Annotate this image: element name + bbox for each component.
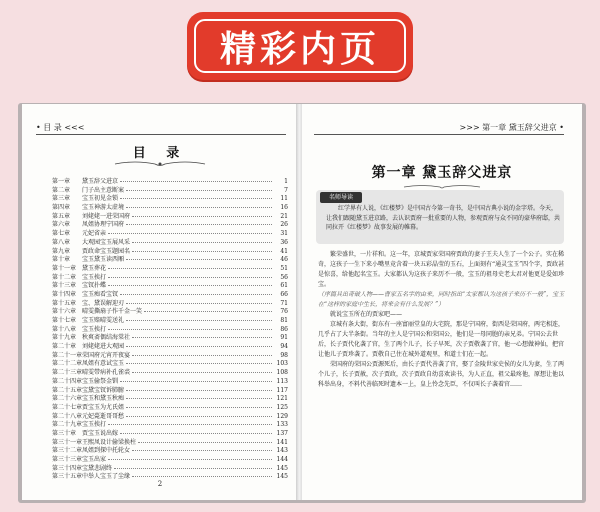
toc-row <box>52 385 288 394</box>
toc-page-number: 1 <box>284 178 288 185</box>
toc-row <box>52 332 288 341</box>
left-page-number: 2 <box>157 480 163 488</box>
toc-leader-dots <box>120 433 272 434</box>
toc-chapter-number: 第二章 <box>52 186 71 194</box>
banner <box>187 12 413 80</box>
toc-row <box>52 471 288 480</box>
toc-page-number: 66 <box>280 290 288 298</box>
toc-chapter-number: 第四章 <box>52 204 71 212</box>
toc-row <box>52 454 288 463</box>
toc-chapter-number: 第八章 <box>52 238 71 246</box>
toc-row <box>52 419 288 428</box>
toc-chapter-name: 宝玉挨打 <box>82 325 107 333</box>
toc-row <box>52 193 288 202</box>
toc-chapter-name: 宝玉挨打 <box>82 273 107 281</box>
toc-leader-dots <box>108 277 272 278</box>
toc-title: 目 录 <box>132 146 188 161</box>
toc-page-number: 103 <box>276 360 288 368</box>
body-note: （序篇具出奇破人物——曹家五名字的由来，同时指出“太家都认为这孩子来历不一般”，宝玉在“这样的家庭中生长，将来会有什么发展？”） <box>318 291 565 308</box>
right-running-head: >>> 第一章 黛玉辞父进京 • <box>459 123 564 132</box>
toc-chapter-name: 贾宝玉为尤氏姐 <box>82 403 125 411</box>
toc-leader-dots <box>108 285 272 286</box>
toc-chapter-name: 宝钗扑蝶 <box>82 282 107 290</box>
toc-chapter-name: 大观园宝玉展风采 <box>82 238 131 246</box>
toc-chapter-number: 第十二章 <box>52 273 77 281</box>
toc-chapter-name: 秋爽斋偶结海棠社 <box>82 334 131 342</box>
toc-page-number: 46 <box>280 256 288 264</box>
toc-page-number: 117 <box>276 386 288 394</box>
toc-chapter-number: 第十七章 <box>52 317 77 324</box>
toc-chapter-name: 宝玉初见金锁 <box>82 195 119 203</box>
toc-chapter-number: 第十章 <box>52 256 71 264</box>
toc-leader-dots <box>132 242 272 243</box>
toc-leader-dots <box>126 207 272 208</box>
toc-chapter-number: 第五章 <box>52 212 71 220</box>
toc-page-number: 133 <box>276 421 288 429</box>
toc-chapter-number: 第二十二章 <box>52 360 83 368</box>
toc-list <box>52 176 288 480</box>
toc-chapter-name: 元妃省亲 <box>82 230 107 238</box>
toc-chapter-name: 晴雯撕扇子作千金一笑 <box>82 308 143 316</box>
toc-row <box>52 280 288 289</box>
toc-chapter-name: 黛玉辞父进京 <box>82 178 119 185</box>
toc-leader-dots <box>108 329 272 330</box>
toc-leader-dots <box>132 216 272 217</box>
toc-chapter-number: 第十三章 <box>52 282 77 290</box>
toc-ornament-icon <box>110 160 210 168</box>
toc-row <box>52 272 288 281</box>
toc-row <box>52 306 288 315</box>
body-paragraph: 荣国府的荣国公贾源死后，由长子贾代善袭了官，娶了金陵世家史侯的女儿为妻，生了两个儿子，长子贾赦，次子贾政，次子贾政自幼喜欢读书，为人正直，祖父最疼他，原想让他以科举出身，不料代善临死时遗本一上，皇上怜念先臣，不仅叫长子袭着官…… <box>318 361 565 388</box>
toc-leader-dots <box>132 355 272 356</box>
toc-row <box>52 445 288 454</box>
toc-page-number: 143 <box>276 447 288 455</box>
toc-chapter-number: 第二十六章 <box>52 395 83 403</box>
toc-page-number: 129 <box>276 412 288 420</box>
toc-page-number: 145 <box>276 464 288 472</box>
toc-row <box>52 341 288 350</box>
toc-chapter-name: 宝、黛误解迎刃 <box>82 299 125 307</box>
toc-row <box>52 211 288 220</box>
toc-row <box>52 393 288 402</box>
toc-leader-dots <box>126 416 272 417</box>
toc-chapter-name: 宝玉痴看宝钗 <box>82 290 119 298</box>
toc-row <box>52 202 288 211</box>
toc-row <box>52 402 288 411</box>
toc-chapter-number: 第十九章 <box>52 334 77 342</box>
toc-page-number: 145 <box>276 473 288 481</box>
toc-chapter-name: 王熙凤设计偷梁换柱 <box>82 438 137 446</box>
toc-chapter-name: 门子出主意断案 <box>82 186 125 194</box>
toc-page-number: 91 <box>280 334 288 342</box>
toc-leader-dots <box>132 450 272 451</box>
toc-chapter-number: 第十五章 <box>52 299 77 307</box>
toc-page-number: 141 <box>276 438 288 446</box>
toc-row <box>52 263 288 272</box>
toc-leader-dots <box>132 337 272 338</box>
toc-chapter-number: 第二十七章 <box>52 403 83 411</box>
toc-leader-dots <box>132 372 272 373</box>
toc-chapter-number: 第九章 <box>52 247 71 255</box>
left-header-rule <box>36 134 286 135</box>
toc-leader-dots <box>108 424 272 425</box>
toc-leader-dots <box>108 268 272 269</box>
toc-row <box>52 463 288 472</box>
toc-leader-dots <box>126 303 272 304</box>
toc-chapter-name: 刘姥姥进大观园 <box>82 343 125 351</box>
toc-leader-dots <box>126 190 272 191</box>
toc-row <box>52 428 288 437</box>
toc-page-number: 125 <box>276 403 288 411</box>
toc-leader-dots <box>114 468 272 469</box>
toc-chapter-number: 第三十四章 <box>52 464 83 472</box>
toc-page-number: 16 <box>280 204 288 212</box>
toc-row <box>52 376 288 385</box>
toc-chapter-number: 第二十一章 <box>52 351 83 359</box>
toc-leader-dots <box>138 442 272 443</box>
toc-chapter-number: 第六章 <box>52 221 71 229</box>
toc-chapter-name: 宝黛悲剧终 <box>82 464 113 472</box>
toc-page-number: 121 <box>276 395 288 403</box>
toc-chapter-name: 宝黛宝钗诉肺腑 <box>82 386 125 394</box>
toc-chapter-number: 第三十章 <box>52 429 77 437</box>
banner-title: 精彩内页 <box>219 28 380 70</box>
toc-page-number: 98 <box>280 351 288 359</box>
toc-page-number: 31 <box>280 230 288 238</box>
toc-chapter-number: 第十六章 <box>52 308 77 316</box>
toc-leader-dots <box>126 398 272 399</box>
toc-chapter-name: 刘姥姥一进荣国府 <box>82 212 131 220</box>
toc-page-number: 137 <box>276 429 288 437</box>
toc-leader-dots <box>126 320 272 321</box>
toc-chapter-number: 第二十四章 <box>52 377 83 385</box>
toc-row <box>52 219 288 228</box>
toc-page-number: 86 <box>280 325 288 333</box>
toc-leader-dots <box>108 459 272 460</box>
toc-chapter-name: 晴雯带病补孔雀裘 <box>82 369 131 377</box>
toc-chapter-number: 第三十三章 <box>52 456 83 463</box>
toc-row <box>52 228 288 237</box>
toc-chapter-name: 宝玉出家 <box>82 456 107 463</box>
toc-chapter-name: 凤姐协理宁国府 <box>82 221 125 229</box>
toc-chapter-number: 第一章 <box>52 178 71 185</box>
toc-chapter-number: 第二十八章 <box>52 412 83 420</box>
toc-row <box>52 246 288 255</box>
body-paragraph: 京城有条大街，街东有一座富丽堂皇的大宅院，那是宁国府，街西是荣国府，两宅相连，几乎占了大半条街。当年的主人是宁国公和荣国公，他们是一母同胞的亲兄弟。宁国公去世后，长子贾代化袭了官，生了两个儿子，长子早死，次子贾敬袭了官，他一心想做神仙，把官让他儿子贾珍袭了。贾敬自己住在城外道观里，和道士们在一起。 <box>318 321 565 358</box>
toc-leader-dots <box>126 363 272 364</box>
toc-leader-dots <box>120 198 272 199</box>
toc-leader-dots <box>132 251 272 252</box>
toc-leader-dots <box>108 233 272 234</box>
toc-page-number: 41 <box>280 247 288 255</box>
toc-page-number: 21 <box>280 212 288 220</box>
toc-page-number: 108 <box>276 369 288 377</box>
toc-chapter-number: 第十四章 <box>52 290 77 298</box>
toc-chapter-name: 宝玉神游太虚境 <box>82 204 125 212</box>
toc-chapter-number: 第三十二章 <box>52 447 83 455</box>
toc-page-number: 26 <box>280 221 288 229</box>
toc-chapter-number: 第十一章 <box>52 264 77 272</box>
toc-chapter-name: 贾宝玉说出嫁 <box>82 429 119 437</box>
body-paragraph: 就说宝玉所在的贾家吧—— <box>330 311 403 318</box>
toc-leader-dots <box>120 181 272 182</box>
toc-row <box>52 254 288 263</box>
toc-chapter-number: 第七章 <box>52 230 71 238</box>
toc-chapter-number: 第三十一章 <box>52 438 83 446</box>
toc-chapter-name: 黛玉葬花 <box>82 264 107 272</box>
toc-page-number: 94 <box>280 343 288 351</box>
toc-page-number: 76 <box>280 308 288 316</box>
toc-row <box>52 176 288 185</box>
toc-row <box>52 411 288 420</box>
toc-chapter-number: 第三十五章 <box>52 473 83 481</box>
toc-page-number: 71 <box>280 299 288 307</box>
left-page <box>22 104 298 500</box>
toc-row <box>52 358 288 367</box>
toc-row <box>52 315 288 324</box>
toc-page-number: 36 <box>280 238 288 246</box>
toc-chapter-number: 第二十九章 <box>52 421 83 429</box>
toc-leader-dots <box>144 311 272 312</box>
toc-chapter-name: 宝玉和黛玉秋痴 <box>82 395 125 403</box>
toc-chapter-number: 第二十三章 <box>52 369 83 377</box>
toc-page-number: 61 <box>280 282 288 290</box>
toc-chapter-name: 中举人宝玉了尘缘 <box>82 473 131 481</box>
toc-row <box>52 185 288 194</box>
toc-chapter-name: 宝玉偷祭金钏 <box>82 377 119 385</box>
toc-chapter-name: 凤姐有意试宝玉 <box>82 360 125 368</box>
banner-frame <box>194 19 406 73</box>
toc-row <box>52 437 288 446</box>
toc-leader-dots <box>126 259 272 260</box>
toc-chapter-name: 宝玉黛玉读西厢 <box>82 256 125 264</box>
toc-chapter-name: 荣国府元宵开夜宴 <box>82 351 131 359</box>
toc-row <box>52 350 288 359</box>
toc-leader-dots <box>120 381 272 382</box>
toc-page-number: 144 <box>276 456 288 463</box>
toc-chapter-name: 凤姐到探中托轮女 <box>82 447 131 455</box>
toc-page-number: 113 <box>276 377 288 385</box>
toc-chapter-name: 宝玉挨打 <box>82 421 107 429</box>
toc-chapter-name: 元妃薨逝哥哥愁 <box>82 412 125 420</box>
toc-chapter-name: 贾政命宝玉题园名 <box>82 247 131 255</box>
guide-text: 红学界有人说，《红楼梦》是中国古今第一奇书，是中国古典小说的金字塔。今天，让我们跟随黛玉进京路，去认识贾府一批重要的人物，参观贾府与众不同的豪华府邸，共同拉开《红楼梦》故事发展的帷幕。 <box>326 205 561 231</box>
toc-chapter-number: 第十八章 <box>52 325 77 333</box>
toc-leader-dots <box>126 224 272 225</box>
guide-tag: 名师导读 <box>320 192 362 203</box>
toc-page-number: 11 <box>280 195 288 203</box>
right-header-rule <box>314 134 564 135</box>
toc-row <box>52 367 288 376</box>
body-paragraph: 繁荣盛世，一片祥和。这一年，京城贾家荣国府贾政的妻子王夫人生了一个公子。实在稀奇，这孩子一生下来小嘴里竟含着一块五彩晶莹的玉石，上面刻有“通灵宝玉”四个字，贾政甚是惊喜，给他起名宝玉。大家都认为这孩子来历不一般，宝玉的祖母史老太君对他更是爱如珍宝。 <box>318 251 565 288</box>
toc-leader-dots <box>132 476 272 477</box>
toc-row <box>52 237 288 246</box>
toc-leader-dots <box>126 346 272 347</box>
left-running-head: • 目 录 <<< <box>36 123 85 132</box>
chapter-title: 第一章 黛玉辞父进京 <box>371 165 513 181</box>
toc-leader-dots <box>126 390 272 391</box>
toc-page-number: 7 <box>284 186 288 194</box>
toc-chapter-number: 第三章 <box>52 195 71 203</box>
toc-page-number: 51 <box>280 264 288 272</box>
right-page <box>302 104 582 500</box>
toc-chapter-number: 第二十章 <box>52 343 77 351</box>
chapter-body <box>318 250 568 390</box>
toc-leader-dots <box>126 407 272 408</box>
toc-leader-dots <box>120 294 272 295</box>
toc-page-number: 81 <box>280 317 288 324</box>
toc-row <box>52 289 288 298</box>
toc-row <box>52 298 288 307</box>
toc-chapter-name: 宝玉赔晴雯送礼 <box>82 317 125 324</box>
toc-chapter-number: 第二十五章 <box>52 386 83 394</box>
toc-row <box>52 324 288 333</box>
toc-page-number: 56 <box>280 273 288 281</box>
